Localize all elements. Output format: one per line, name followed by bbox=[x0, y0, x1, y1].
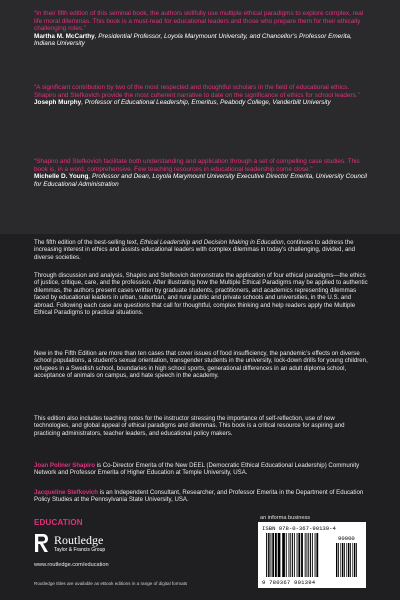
barcode-bar bbox=[315, 533, 316, 577]
review-3 bbox=[34, 158, 370, 188]
barcode-bar bbox=[282, 533, 285, 577]
reviewer-title: , Presidential Professor, Loyola Marymount University, and Chancellor’s Professor Emerita, Indiana University bbox=[34, 32, 352, 48]
addon-bar bbox=[348, 543, 349, 577]
barcode-bar bbox=[312, 533, 313, 577]
addon-bar bbox=[336, 543, 337, 577]
barcode-bar bbox=[301, 533, 303, 577]
barcode-bar bbox=[308, 533, 309, 577]
review-author bbox=[34, 33, 352, 48]
barcode-bar bbox=[307, 533, 308, 577]
barcode-bar bbox=[278, 533, 281, 577]
barcode-bar bbox=[290, 533, 291, 577]
barcode-bar bbox=[316, 533, 318, 577]
review-author bbox=[34, 99, 331, 106]
author-bio-text: is an Independent Consultant, Researcher, and Professor Emerita in the Department of Education Policy Studies at the Pennsylvania State University, USA. bbox=[34, 489, 364, 504]
description-paragraph-4: This edition also includes teaching notes for the instructor stressing the importance of self-reflection, use of new technologies, and global appeal of ethical paradigms and dilemmas. This book is a critical resource for aspiring and practicing administrators, teacher leaders, and educational policy makers. bbox=[34, 415, 345, 437]
addon-bar bbox=[356, 543, 357, 577]
review-quote: “Shapiro and Stefkovich facilitate both understanding and application through a set of compelling case studies. This book is, in a word, comprehensive. Few teaching resources in educational leadership come close.” bbox=[34, 158, 360, 173]
barcode-bar bbox=[297, 533, 298, 577]
addon-bar bbox=[354, 543, 355, 577]
review-1 bbox=[34, 10, 370, 48]
addon-bar bbox=[350, 543, 351, 577]
book-title: Ethical Leadership and Decision Making in Education bbox=[140, 239, 284, 246]
barcode-bar bbox=[294, 533, 295, 577]
description-text: The fifth edition of the best-selling text, bbox=[34, 239, 141, 246]
ebook-note: Routledge titles are available as eBook editions in a range of digital formats bbox=[34, 581, 188, 586]
description-text: , continues to address the increasing interest in ethics and assists educational leaders with complex dilemmas in today’s challenging, divided, and diverse societies. bbox=[34, 239, 356, 261]
barcode-bar bbox=[305, 533, 306, 577]
barcode-bar bbox=[286, 533, 287, 577]
reviewer-title: , Professor and Dean, Loyola Marymount University Executive Director Emerita, University Council for Educational Administration bbox=[34, 173, 367, 188]
barcode-label bbox=[258, 522, 366, 588]
addon-bar bbox=[338, 543, 339, 577]
routledge-logo-icon bbox=[32, 532, 50, 554]
barcode-bar bbox=[272, 533, 274, 577]
description-paragraph-2: Through discussion and analysis, Shapiro and Stefkovich demonstrate the application of four ethical paradigms—the ethics of justice, critique, care, and the profession. After illustrating how the Multiple Ethical Paradigms may be applied to authentic dilemmas, the authors present cases written by graduate students, practitioners, and academics representing dilemmas faced by educational leaders in urban, suburban, and rural public and private schools and universities, in the U.S. and abroad. Following each case are questions that call for thoughtful, complex thinking and help readers apply the Multiple Ethical Paradigms to practical situations. bbox=[34, 272, 368, 317]
reviews-section bbox=[0, 0, 400, 234]
review-author bbox=[34, 173, 367, 188]
addon-bar bbox=[344, 543, 345, 577]
author-bio-text: is Co-Director Emerita of the New DEEL (Democratic Ethical Educational Leadership) Community Network and Professor Emerita of Higher Education at Temple University, USA. bbox=[34, 462, 360, 477]
subject-category: EDUCATION bbox=[34, 518, 83, 527]
barcode-bar bbox=[289, 533, 290, 577]
ean-number: 9 780367 901394 bbox=[262, 579, 316, 586]
publisher-url[interactable]: www.routledge.com/education bbox=[34, 562, 109, 568]
price-code: 90000 bbox=[338, 535, 355, 542]
addon-bar bbox=[342, 543, 343, 577]
barcode-bar bbox=[266, 533, 267, 577]
publisher-logo bbox=[32, 532, 152, 556]
author-name: Jacqueline Stefkovich bbox=[34, 489, 99, 496]
review-2 bbox=[34, 84, 370, 107]
addon-bar bbox=[346, 543, 347, 577]
author-name: Joan Poliner Shapiro bbox=[34, 462, 95, 469]
publisher-tagline: Taylor & Francis Group bbox=[54, 547, 106, 553]
author-bio-1 bbox=[34, 462, 368, 477]
author-bio-2 bbox=[34, 489, 368, 504]
addon-bar bbox=[340, 543, 341, 577]
reviewer-title: , Professor of Educational Leadership, Emeritus, Peabody College, Vanderbilt University bbox=[81, 99, 331, 107]
publisher-name: Routledge bbox=[54, 533, 104, 547]
isbn-text: ISBN 978-0-367-90139-4 bbox=[262, 525, 336, 532]
description-paragraph-3: New in the Fifth Edition are more than ten cases that cover issues of food insufficiency, the pandemic’s effects on diverse school populations, a student’s sexual orientation, transgender students in the university, lock-down drills for young children, refugees in a Swedish school, boundaries in high school sports, generational differences in an adult diploma school, acceptance of animals on campus, and hate speech in the academy. bbox=[34, 350, 368, 380]
reviewer-name: Joseph Murphy bbox=[34, 99, 82, 107]
barcode-bar bbox=[310, 533, 311, 577]
barcode-bar bbox=[298, 533, 300, 577]
barcode-bar bbox=[292, 533, 293, 577]
reviewer-name: Michelle D. Young bbox=[34, 173, 89, 181]
barcode-bar bbox=[275, 533, 277, 577]
barcode-bar bbox=[269, 533, 270, 577]
review-quote: “A significant contribution by two of the most respected and thoughtful scholars in the field of educational ethics. Shapiro and Stefkovich provide the most coherent narrative to date on the significance of ethics for school leaders.” bbox=[34, 84, 360, 99]
addon-bar bbox=[352, 543, 353, 577]
informa-imprint: an informa business bbox=[260, 515, 311, 521]
description-paragraph-1 bbox=[34, 239, 368, 261]
barcode-bar bbox=[268, 533, 269, 577]
reviewer-name: Martha M. McCarthy bbox=[34, 32, 95, 40]
barcode-bar bbox=[271, 533, 272, 577]
review-quote: “In their fifth edition of this seminal book, the authors skillfully use multiple ethical paradigms to explore complex, real life moral dilemmas. This book is a must-read for educational leaders and those who prepare them for their ethically challenging roles.” bbox=[34, 10, 364, 33]
